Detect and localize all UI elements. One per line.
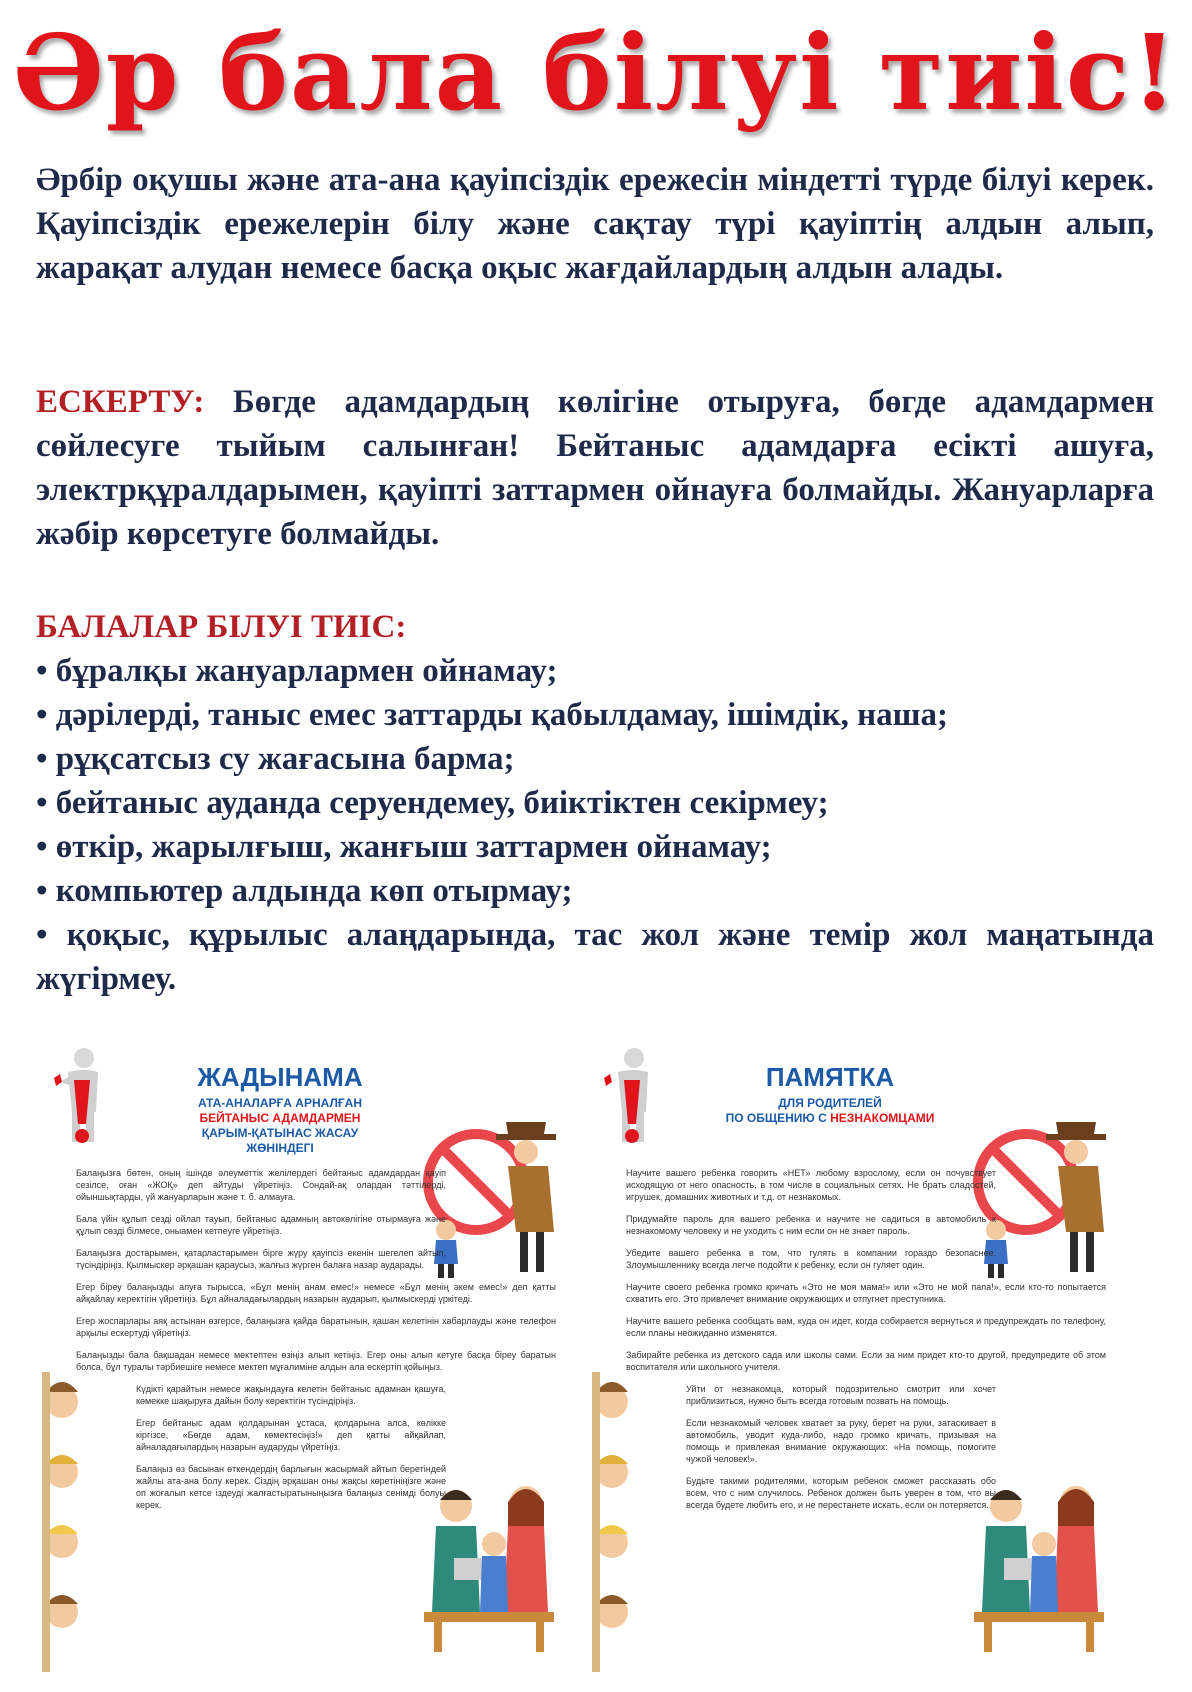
list-item: Забирайте ребенка из детского сада или школы сами. Если за ним придет кто-то другой, предупредите об этом воспитателя или школьного учителя.: [626, 1350, 1106, 1372]
exclamation-figure-icon: [46, 1042, 116, 1152]
poster-ru-header: [720, 1062, 940, 1126]
list-item: Бала үйін құлып сезді ойлап тауып, бейтаныс адамның автокөлігіне отырмауға және құлып сөзді білмесе, оныамен кетпеуге үйретіңіз.: [76, 1214, 446, 1236]
list-item: Если незнакомый человек хватает за руку, берет на руки, затаскивает в автомобиль, уводит куда-либо, надо громко кричать, призывая на помощь и привлекая внимание окружающих: «На помощь, помогите чужой человек!».: [686, 1418, 996, 1464]
poster-ru-sub1: ДЛЯ РОДИТЕЛЕЙ: [778, 1096, 882, 1110]
list-item: • компьютер алдында көп отырмау;: [36, 873, 573, 909]
exclamation-figure-icon: [596, 1042, 666, 1152]
poster-ru-sub2: [720, 1111, 940, 1126]
list-item: • бұралқы жануарлармен ойнамау;: [36, 653, 558, 689]
page-title: Әр бала білуі тиіс!: [13, 11, 1179, 134]
kids-peeking-icon: [40, 1372, 80, 1672]
warning-text: Бөгде адамдардың көлігіне отыруға, бөгде адамдармен сөйлесуге тыйым салынған! Бейтаныс адамдарға есікті ашуға, электрқұралдарымен, қауіпті заттармен ойнауға болмайды. Жануарларға жәбір көрсетуге болмайды.: [36, 384, 1154, 552]
kids-heading: БАЛАЛАР БІЛУІ ТИІС:: [36, 609, 407, 645]
list-item: Егер біреу балаңызды апуға тырысса, «Бұл менің анам емес!» немесе «Бұл менің әкем емес!» деп қатты айқайлау керектігін үйретіңіз. Бұл айналадағылардың назарын аударып, қылмыскерді үркітеді.: [76, 1282, 556, 1304]
list-item: Научите вашего ребенка говорить «НЕТ» любому взрослому, если он почувствует исходящую от него опасность, в том числе в социальных сетях. Не брать сладостей, игрушек, домашних животных и т.д. от незнакомых.: [626, 1168, 996, 1202]
poster-kz-sub2: БЕЙТАНЫС АДАМДАРМЕН: [199, 1111, 361, 1125]
poster-ru-sub2-highlight: НЕЗНАКОМЦАМИ: [830, 1111, 935, 1125]
list-item: • бейтаныс ауданда серуендемеу, биіктіктен секірмеу;: [36, 785, 829, 821]
kids-peeking-icon: [590, 1372, 630, 1672]
list-item: • рұқсатсыз су жағасына барма;: [36, 741, 515, 777]
poster-ru-tips: [626, 1167, 1106, 1521]
list-item: Күдікті қарайтын немесе жақындауға келетін бейтаныс адамнан қашуға, көмекке шақыруға дайын болу керектігін түсіндіріңіз.: [136, 1384, 446, 1406]
poster-kazakh: [40, 1042, 570, 1672]
warning-label: ЕСКЕРТУ:: [36, 384, 205, 420]
poster-russian: [590, 1042, 1120, 1672]
poster-kz-tips: [76, 1167, 556, 1521]
kids-list: [36, 649, 1154, 1001]
list-item: Балаңыз өз басынан өткендердің барлығын жасырмай айтып беретіндей жайлы ата-ана болу керек. Сіздің әрқашан оны жақсы көретініңізге және оп жоғалып кетсе іздеуді жалғастыратыныңызға балаңыз сенімді болуы керек.: [136, 1464, 446, 1510]
poster-kz-header: [170, 1062, 390, 1156]
list-item: • өткір, жарылғыш, жанғыш заттармен ойнамау;: [36, 829, 772, 865]
list-item: • қоқыс, құрылыс алаңдарында, тас жол және темір жол маңатында жүгірмеу.: [36, 917, 1154, 997]
intro-paragraph: Әрбір оқушы және ата-ана қауіпсіздік ережесін міндетті түрде білуі керек. Қауіпсіздік ережелерін білу және сақтау түрі қауіптің алдын алып, жарақат алудан немесе басқа оқыс жағдайлардың алдын алады.: [36, 162, 1154, 286]
parents-with-child-icon: [964, 1462, 1114, 1652]
parents-with-child-icon: [414, 1462, 564, 1652]
poster-kz-sub3: ҚАРЫМ-ҚАТЫНАС ЖАСАУ ЖӨНІНДЕГІ: [201, 1126, 359, 1155]
poster-kz-sub1: АТА-АНАЛАРҒА АРНАЛҒАН: [197, 1096, 363, 1110]
warning-paragraph: [36, 380, 1154, 556]
list-item: Егер бейтаныс адам қолдарынан ұстаса, қолдарына алса, көлікке кіргізсе, «Бөгде адам, көмектесіңіз!» деп қатты айқайлап, айналадағылардың назарын аударуды үйретіңіз.: [136, 1418, 446, 1452]
list-item: Убедите вашего ребенка в том, что гулять в компании гораздо безопаснее. Злоумышленнику всегда легче подойти к ребенку, если он гуляет один.: [626, 1248, 996, 1270]
list-item: Балаңызды бала бақшадан немесе мектептен өзіңіз алып кетіңіз. Егер оны алып кетуге басқа біреу баратын болса, бұл туралы тәрбиешіге немесе мектеп мұғалиміне алдын ала ескертіп қойыңыз.: [76, 1350, 556, 1372]
list-item: Научите вашего ребенка сообщать вам, куда он идет, когда собирается вернуться и предупреждать по телефону, если планы неожиданно изменятся.: [626, 1316, 1106, 1338]
poster-ru-sub2-text: ПО ОБЩЕНИЮ С: [725, 1111, 827, 1125]
list-item: Егер жоспарлары аяқ астынан өзгерсе, балаңызға қайда баратынын, қашан келетінін хабарлауды және телефон арқылы ескертуді үйретіңіз.: [76, 1316, 556, 1338]
list-item: • дәрілерді, таныс емес заттарды қабылдамау, ішімдік, наша;: [36, 697, 948, 733]
list-item: Придумайте пароль для вашего ребенка и научите не садиться в автомобиль к незнакомому человеку и не уходить с ним если он не знает пароль.: [626, 1214, 996, 1236]
list-item: Балаңызға достарымен, қатарластарымен бірге жүру қауіпсіз екенін шегелеп айтып, түсіндіріңіз. Қылмыскер әрқашан қараусыз, жалғыз жүрген балаға назар аударады.: [76, 1248, 446, 1270]
list-item: Будьте такими родителями, которым ребенок сможет рассказать обо всем, что с ним случилось. Ребенок должен быть уверен в том, что вы всегда будете любить его, и не перестанете искать, если он потеряется.: [686, 1476, 996, 1510]
poster-kz-title: ЖАДЫНАМА: [197, 1062, 363, 1092]
list-item: Уйти от незнакомца, который подозрительно смотрит или хочет приблизиться, нужно быть всегда готовым позвать на помощь.: [686, 1384, 996, 1406]
poster-ru-title: ПАМЯТКА: [765, 1062, 895, 1092]
list-item: Научите своего ребенка громко кричать «Это не моя мама!» или «Это не мой папа!», если кто-то попытается схватить его. Это привлечет внимание окружающих и отпугнет преступника.: [626, 1282, 1106, 1304]
list-item: Балаңызға бөтен, оның ішінде әлеуметтік желілердегі бейтаныс адамдардан қауіп сезілсе, оған «ЖОҚ» деп айтуды үйретіңіз. Сондай-ақ олардан тәттілерді, ойыншықтарды, үй жануарларын және т. б. алмауға.: [76, 1168, 446, 1202]
